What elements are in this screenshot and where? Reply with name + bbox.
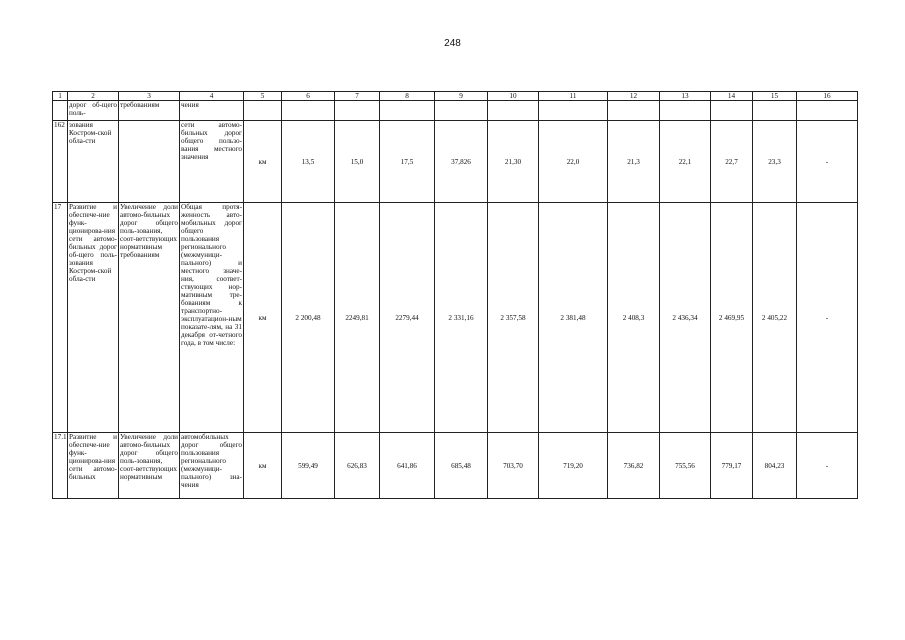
cell-note: -: [797, 433, 858, 499]
header-cell: 1: [53, 92, 68, 101]
cell-program: Развитие и обеспече-ние функ-ционирова-ния сети автомо-бильных дорог об-щего поль-зования Костром-ской обла-сти: [68, 203, 119, 433]
header-cell: 6: [282, 92, 335, 101]
cell-program: Развитие и обеспече-ние функ-ционирова-ния сети автомо-бильных: [68, 433, 119, 499]
cell-program: зования Костром-ской обла-сти: [68, 121, 119, 203]
header-cell: 15: [753, 92, 797, 101]
cell-value: 22,0: [539, 121, 608, 203]
cell-value: 15,0: [335, 121, 380, 203]
cell-unit: км: [244, 203, 282, 433]
cell-value: 755,56: [660, 433, 711, 499]
header-cell: 9: [435, 92, 488, 101]
header-cell: 14: [711, 92, 753, 101]
cell-indicator: сети автомо-бильных дорог общего пользо-вания местного значения: [180, 121, 244, 203]
cell-value: 13,5: [282, 121, 335, 203]
cell-value: 2279,44: [380, 203, 435, 433]
cell-index: 17: [53, 203, 68, 433]
cell-value: 599,49: [282, 433, 335, 499]
cell-value: 2 408,3: [608, 203, 660, 433]
cell-value: 2 357,58: [488, 203, 539, 433]
cell-value: 37,826: [435, 121, 488, 203]
cell-value: 2 436,34: [660, 203, 711, 433]
cell-value: 2 381,48: [539, 203, 608, 433]
cell-program: дорог об-щего поль-: [68, 101, 119, 121]
header-cell: 12: [608, 92, 660, 101]
header-cell: 7: [335, 92, 380, 101]
cell-goal: Увеличение доли автомо-бильных дорог общего поль-зования, соот-ветствующих нормативным требованиям: [119, 203, 180, 433]
header-cell: 8: [380, 92, 435, 101]
cell-note: -: [797, 121, 858, 203]
empty-cell: [488, 101, 539, 121]
table-row-continuation: [53, 101, 858, 121]
cell-value: 685,48: [435, 433, 488, 499]
cell-value: 17,5: [380, 121, 435, 203]
cell-value: 804,23: [753, 433, 797, 499]
cell-goal: Увеличение доли автомо-бильных дорог общего поль-зования, соот-ветствующих нормативным: [119, 433, 180, 499]
header-cell: 10: [488, 92, 539, 101]
cell-value: 719,20: [539, 433, 608, 499]
empty-cell: [435, 101, 488, 121]
cell-index: [53, 101, 68, 121]
cell-value: 22,7: [711, 121, 753, 203]
cell-value: 21,30: [488, 121, 539, 203]
empty-cell: [797, 101, 858, 121]
cell-value: 779,17: [711, 433, 753, 499]
cell-value: 626,83: [335, 433, 380, 499]
cell-value: 641,86: [380, 433, 435, 499]
cell-value: 2 405,22: [753, 203, 797, 433]
cell-value: 2 469,95: [711, 203, 753, 433]
cell-goal: требованиям: [119, 101, 180, 121]
header-cell: 2: [68, 92, 119, 101]
cell-index: 17.1: [53, 433, 68, 499]
indicators-table: [52, 91, 858, 499]
empty-cell: [608, 101, 660, 121]
empty-cell: [660, 101, 711, 121]
cell-indicator: Общая протя-женность авто-мобильных дорог общего пользования регионального (межмуници-пального) и местного значе-ния, соответ-ствующих нор-мативным тре-бованиям к транспортно-эксплуатацион-ным показате-лям, на 31 декабря от-четного года, в том числе:: [180, 203, 244, 433]
table-row-17-1: [53, 433, 858, 499]
empty-cell: [753, 101, 797, 121]
header-cell: 13: [660, 92, 711, 101]
cell-unit: км: [244, 433, 282, 499]
cell-value: 21,3: [608, 121, 660, 203]
empty-cell: [282, 101, 335, 121]
cell-note: -: [797, 203, 858, 433]
empty-cell: [711, 101, 753, 121]
table-row-17: [53, 203, 858, 433]
cell-value: 736,82: [608, 433, 660, 499]
header-cell: 5: [244, 92, 282, 101]
cell-indicator: чения: [180, 101, 244, 121]
cell-value: 2 331,16: [435, 203, 488, 433]
header-cell: 3: [119, 92, 180, 101]
cell-unit: км: [244, 121, 282, 203]
cell-value: 2249,81: [335, 203, 380, 433]
cell-value: 2 200,48: [282, 203, 335, 433]
cell-index: 162: [53, 121, 68, 203]
cell-indicator: автомобильных дорог общего пользования регионального (межмуници-пального) зна-чения: [180, 433, 244, 499]
empty-cell: [335, 101, 380, 121]
empty-cell: [539, 101, 608, 121]
header-cell: 4: [180, 92, 244, 101]
empty-cell: [380, 101, 435, 121]
cell-goal: [119, 121, 180, 203]
header-cell: 11: [539, 92, 608, 101]
page-number: 248: [444, 38, 461, 49]
cell-value: 23,3: [753, 121, 797, 203]
cell-value: 703,70: [488, 433, 539, 499]
header-cell: 16: [797, 92, 858, 101]
cell-value: 22,1: [660, 121, 711, 203]
empty-cell: [244, 101, 282, 121]
table-row-162: [53, 121, 858, 203]
header-row: [53, 92, 858, 101]
